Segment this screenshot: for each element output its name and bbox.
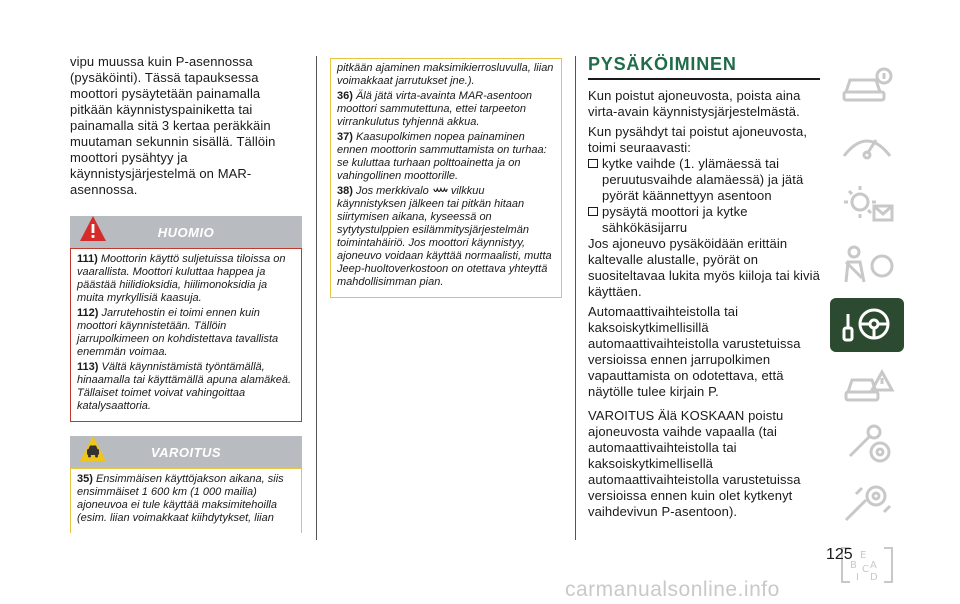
square-bullet-icon <box>588 207 598 216</box>
caution-item: 111) Moottorin käyttö suljetuissa tiloissa on vaarallista. Moottori kuluttaa happea ja päästää hiilidioksidia, hiilimonoksidia ja muita myrkyllisiä kaasuja. <box>77 253 286 304</box>
bullet-item: kytke vaihde (1. ylämäessä tai peruutusvaihde alamäessä) ja jätä pyörät käännettyyn asentoon <box>588 156 820 204</box>
column-divider <box>575 56 576 540</box>
safety-light-icon <box>836 182 898 228</box>
warning-title: VAROITUS <box>150 444 222 460</box>
warning-continued-text: pitkään ajaminen maksimikierrosluvulla, liian voimakkaat jarrutukset jne.). <box>337 62 554 87</box>
tab-emergency[interactable] <box>830 358 904 412</box>
tab-specs[interactable] <box>830 478 904 532</box>
car-warning-icon <box>78 434 108 464</box>
driving-icon <box>836 302 898 348</box>
paragraph: Kun pysähdyt tai poistut ajoneuvosta, toimi seuraavasti: <box>588 124 808 155</box>
caution-item: 112) Jarrutehostin ei toimi ennen kuin moottori käynnistetään. Tällöin jarrupolkimeen on kohdistettava tavallista enemmän voimaa. <box>77 307 279 358</box>
warning-icon <box>836 362 898 408</box>
column-divider <box>316 56 317 540</box>
column-1 <box>70 54 302 533</box>
tab-service[interactable] <box>830 418 904 472</box>
car-info-icon <box>836 62 898 108</box>
specs-icon <box>836 482 898 528</box>
column-2 <box>330 58 562 298</box>
paragraph: VAROITUS Älä KOSKAAN poistu ajoneuvosta vaihde vapaalla (tai automaattivaihteistolla tai kaksoiskytkimellisellä automaattivaihteistolla varustetuissa versioissa ennen kuin olet kytkenyt vaihdevivun P-asentoon). <box>588 408 801 519</box>
glow-plug-icon <box>432 187 448 196</box>
bullet-item: pysäytä moottori ja kytke sähkökäsijarru <box>588 204 820 236</box>
chapter-sidebar <box>830 58 904 598</box>
watermark: carmanualsonline.info <box>565 578 780 601</box>
page-number: 125 <box>826 546 853 563</box>
caution-box <box>70 248 302 422</box>
tab-starting-driving[interactable] <box>830 298 904 352</box>
paragraph: Automaattivaihteistolla tai kaksoiskytkimellisillä automaattivaihteistolla varustetuissa versioissa ennen jarrupolkimen vapauttamista on odotettava, että näytölle tulee kirjain P. <box>588 304 801 399</box>
caution-title: HUOMIO <box>157 224 215 240</box>
column-3 <box>588 54 820 520</box>
tab-safety-lights[interactable] <box>830 178 904 232</box>
svg-text:A: A <box>870 560 877 571</box>
warning-item: 38) Jos merkkivalo vilkkuu käynnistyksen jälkeen tai pitkän hitaan siirtymisen aikana, kyseessä on sytytystulppien esilämmitysjärjestelmän toimintahäiriö. Jos moottori käynnistyy, ajoneuvo voidaan käyttää normaalisti, mutta Jeep-huoltoverkostoon on otettava yhteyttä mahdollisimman pian. <box>337 185 552 288</box>
square-bullet-icon <box>588 159 598 168</box>
dashboard-icon <box>836 122 898 168</box>
warning-item: 35) Ensimmäisen käyttöjakson aikana, siis ensimmäiset 1 600 km (1 000 mailia) ajoneuvoa ei tule käyttää maksimitehoilla (esim. liian voimakkaat kiihdytykset, liian <box>77 473 284 524</box>
warning-box <box>70 468 302 533</box>
caution-item: 113) Vältä käynnistämistä työntämällä, hinaamalla tai käyttämällä apuna alamäkeä. Tällaiset toimet voivat vahingoittaa katalysaattoria. <box>77 361 292 412</box>
warning-item: 37) Kaasupolkimen nopea painaminen ennen moottorin sammuttamista on turhaa: se kuluttaa turhaan polttoainetta ja on vahingollinen moottorille. <box>337 131 547 182</box>
warning-item: 36) Älä jätä virta-avainta MAR-asentoon moottori sammutettuna, ettei tarpeeton virrankulutus tyhjennä akkua. <box>337 90 533 128</box>
tab-dashboard[interactable] <box>830 118 904 172</box>
tab-car-info[interactable] <box>830 58 904 112</box>
intro-paragraph: vipu muussa kuin P-asennossa (pysäköinti). Tässä tapauksessa moottori pysäytetään painamalla pitkään käynnistyspainiketta tai painamalla sitä 3 kertaa peräkkäin muutaman sekunnin sisällä. Tällöin moottori pysähtyy ja käynnistysjärjestelmä on MAR-asennossa. <box>70 54 276 197</box>
svg-text:E: E <box>860 550 867 561</box>
body-text <box>588 88 820 520</box>
svg-text:C: C <box>862 564 869 575</box>
warning-header <box>70 436 302 468</box>
paragraph: Jos ajoneuvo pysäköidään erittäin kaltevalle alustalle, pyörät on suositeltavaa lukita myös kiiloja tai kiviä käyttäen. <box>588 236 820 299</box>
warning-box-continued <box>330 58 562 298</box>
svg-text:D: D <box>870 572 878 583</box>
seatbelt-icon <box>836 242 898 288</box>
service-icon <box>836 422 898 468</box>
caution-header <box>70 216 302 248</box>
paragraph: Kun poistut ajoneuvosta, poista aina virta-avain käynnistysjärjestelmästä. <box>588 88 801 119</box>
warning-triangle-icon <box>78 214 108 244</box>
svg-text:B: B <box>850 560 857 571</box>
tab-safety[interactable] <box>830 238 904 292</box>
section-title: PYSÄKÖIMINEN <box>588 54 820 80</box>
svg-text:I: I <box>856 572 859 583</box>
